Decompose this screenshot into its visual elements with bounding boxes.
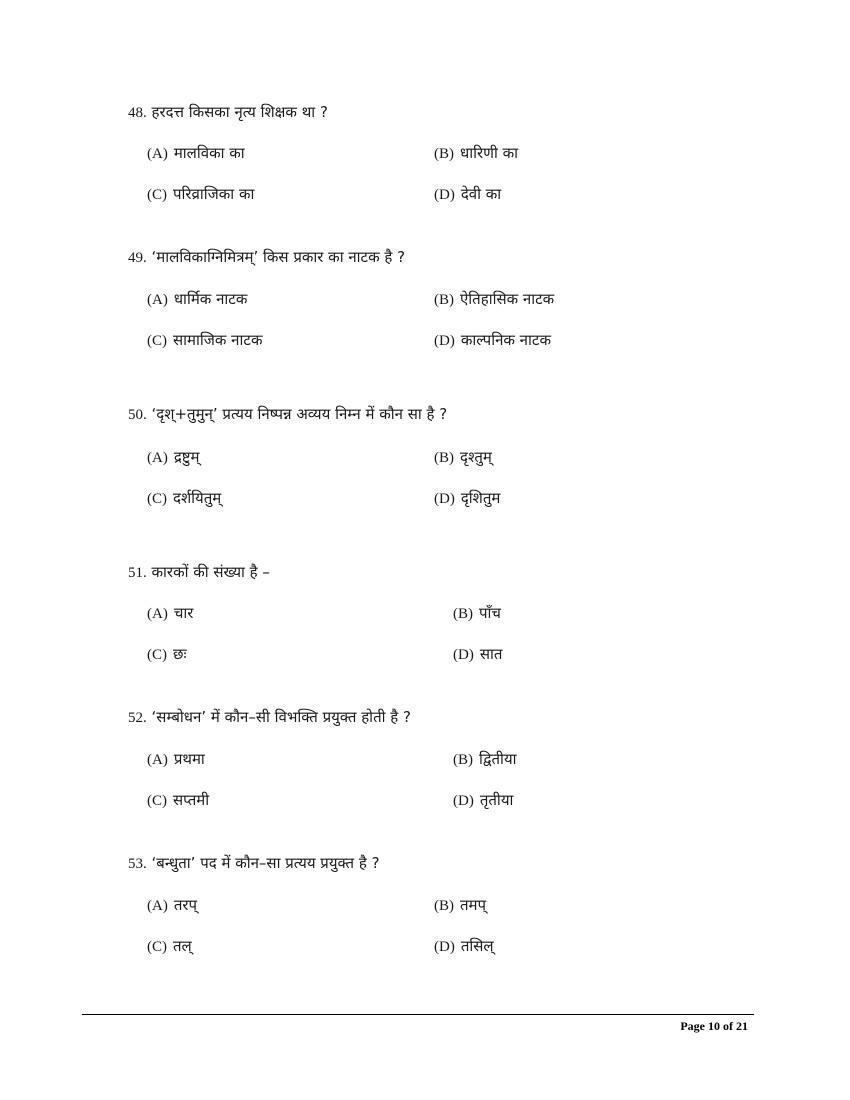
option-text: पाँच xyxy=(479,604,501,622)
option-text: सामाजिक नाटक xyxy=(173,331,263,349)
option-b xyxy=(453,749,517,770)
question-text xyxy=(128,247,405,268)
option-a xyxy=(147,289,247,310)
option-label: (C) xyxy=(147,187,167,203)
question-text xyxy=(128,404,447,425)
option-a xyxy=(147,447,200,468)
option-c xyxy=(147,488,221,509)
option-text: तमप् xyxy=(460,896,487,914)
question-number: 53. xyxy=(128,856,147,872)
footer-divider xyxy=(82,1014,754,1015)
option-label: (A) xyxy=(147,292,168,308)
option-c xyxy=(147,330,262,351)
option-text: तल् xyxy=(173,937,192,955)
question-number: 50. xyxy=(128,407,147,423)
option-d xyxy=(434,488,500,509)
option-label: (B) xyxy=(434,450,454,466)
option-label: (D) xyxy=(434,939,455,955)
option-label: (B) xyxy=(453,752,473,768)
option-text: काल्पनिक नाटक xyxy=(460,331,551,349)
option-d xyxy=(453,790,513,811)
option-b xyxy=(453,603,501,624)
option-label: (C) xyxy=(147,939,167,955)
option-text: चार xyxy=(173,604,194,622)
option-label: (D) xyxy=(434,491,455,507)
option-c xyxy=(147,790,209,811)
question-number: 51. xyxy=(128,565,147,581)
option-a xyxy=(147,143,245,164)
question-stem: कारकों की संख्या है – xyxy=(151,563,270,581)
question-text xyxy=(128,562,270,583)
question-text xyxy=(128,102,328,123)
option-d xyxy=(453,644,502,665)
option-label: (C) xyxy=(147,491,167,507)
question-stem: ‘सम्बोधन’ में कौन–सी विभक्ति प्रयुक्त होती है ? xyxy=(151,708,411,726)
option-a xyxy=(147,895,197,916)
option-c xyxy=(147,936,192,957)
option-text: प्रथमा xyxy=(173,750,205,768)
option-label: (A) xyxy=(147,146,168,162)
option-text: द्रष्टुम् xyxy=(173,448,200,466)
option-label: (D) xyxy=(453,793,474,809)
question-number: 49. xyxy=(128,250,147,266)
option-text: द्वितीया xyxy=(479,750,517,768)
option-c xyxy=(147,644,187,665)
option-label: (C) xyxy=(147,647,167,663)
option-text: धार्मिक नाटक xyxy=(173,290,248,308)
option-label: (A) xyxy=(147,606,168,622)
question-number: 48. xyxy=(128,105,147,121)
option-text: परिव्राजिका का xyxy=(173,185,255,203)
question-stem: ‘बन्धुता’ पद में कौन–सा प्रत्यय प्रयुक्त है ? xyxy=(151,854,380,872)
option-label: (C) xyxy=(147,793,167,809)
option-text: दृश्तुम् xyxy=(460,448,492,466)
option-d xyxy=(434,936,494,957)
option-a xyxy=(147,749,205,770)
question-number: 52. xyxy=(128,710,147,726)
question-stem: ‘मालविकाग्निमित्रम्’ किस प्रकार का नाटक है ? xyxy=(151,248,406,266)
page-number: Page 10 of 21 xyxy=(680,1019,748,1033)
option-label: (D) xyxy=(453,647,474,663)
option-text: मालविका का xyxy=(173,144,245,162)
option-text: ऐतिहासिक नाटक xyxy=(460,290,555,308)
option-b xyxy=(434,447,492,468)
option-label: (B) xyxy=(453,606,473,622)
option-text: तसिल् xyxy=(460,937,494,955)
option-label: (B) xyxy=(434,146,454,162)
option-text: सप्तमी xyxy=(173,791,210,809)
option-label: (B) xyxy=(434,898,454,914)
option-text: दर्शयितुम् xyxy=(173,489,222,507)
question-stem: हरदत्त किसका नृत्य शिक्षक था ? xyxy=(151,103,328,121)
option-d xyxy=(434,330,551,351)
option-b xyxy=(434,143,518,164)
option-label: (D) xyxy=(434,187,455,203)
question-stem: ‘दृश्+तुमुन्’ प्रत्यय निष्पन्न अव्यय निम्न में कौन सा है ? xyxy=(151,405,448,423)
option-text: देवी का xyxy=(460,185,502,203)
option-a xyxy=(147,603,193,624)
question-text xyxy=(128,707,411,728)
option-text: तरप् xyxy=(173,896,198,914)
option-label: (C) xyxy=(147,333,167,349)
option-text: तृतीया xyxy=(479,791,514,809)
option-label: (A) xyxy=(147,450,168,466)
option-b xyxy=(434,895,486,916)
option-text: दृशितुम xyxy=(460,489,501,507)
option-label: (B) xyxy=(434,292,454,308)
option-b xyxy=(434,289,554,310)
option-label: (D) xyxy=(434,333,455,349)
option-label: (A) xyxy=(147,898,168,914)
option-text: छः xyxy=(173,645,187,663)
option-text: सात xyxy=(479,645,503,663)
option-d xyxy=(434,184,501,205)
option-c xyxy=(147,184,254,205)
option-label: (A) xyxy=(147,752,168,768)
question-text xyxy=(128,853,380,874)
option-text: धारिणी का xyxy=(460,144,519,162)
